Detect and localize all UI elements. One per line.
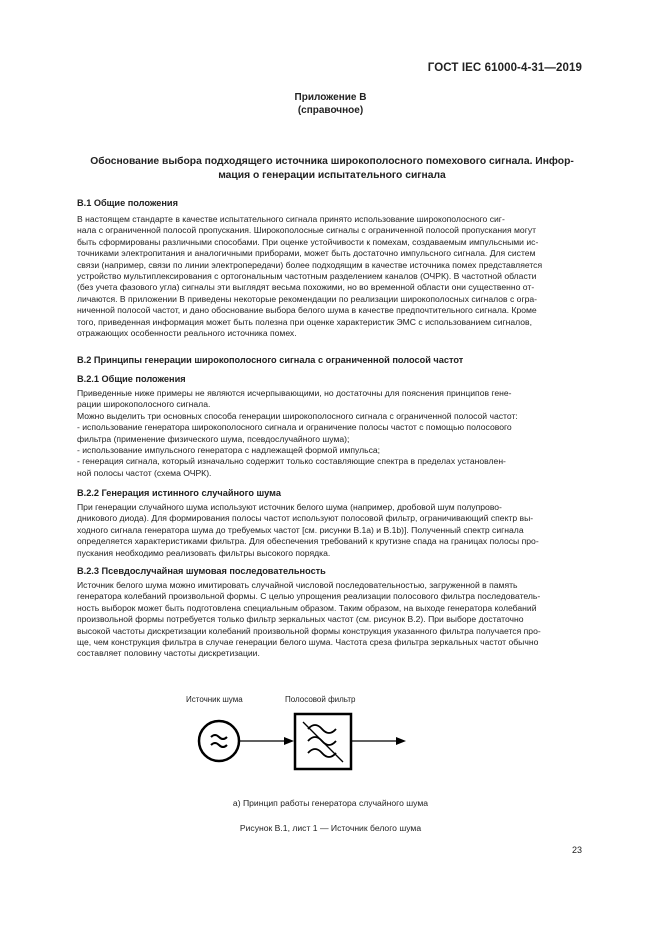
text-line: - генерация сигнала, который изначально содержит только составляющие спектра в пределах установлен- bbox=[77, 456, 506, 467]
text-line: ходного сигнала генератора шума до требуемых частот [см. рисунки В.1а) и В.1b)]. Полученный спектр сигнала bbox=[77, 524, 524, 535]
bandpass-filter-label: Полосовой фильтр bbox=[285, 695, 356, 704]
text-line: личаются. В приложении В приведены некоторые рекомендации по реализации широкополосных сигналов с огра- bbox=[77, 293, 538, 304]
text-line: устройство мультиплексирования с ортогональным частотным разделением каналов (ОЧРК). В частотной области bbox=[77, 271, 537, 282]
section-b21-body bbox=[77, 388, 584, 479]
section-b1-body bbox=[77, 214, 584, 339]
text-line: нала с ограниченной полосой пропускания. Широкополосные сигналы с ограниченной полосой пропускания могут bbox=[77, 225, 537, 236]
section-heading-b22: В.2.2 Генерация истинного случайного шума bbox=[77, 488, 281, 498]
annex-title: Приложение В bbox=[294, 92, 367, 103]
text-line: ной полосы частот (схема ОЧРК). bbox=[77, 467, 212, 478]
figure-caption: Рисунок В.1, лист 1 — Источник белого шума bbox=[239, 823, 422, 833]
section-heading-b23: В.2.3 Псевдослучайная шумовая последовательность bbox=[77, 566, 326, 576]
section-heading-b21: В.2.1 Общие положения bbox=[77, 374, 186, 384]
output-arrow bbox=[351, 737, 406, 745]
text-line: отражающих особенности реального источника помех. bbox=[77, 328, 297, 339]
text-line: высокой частоты дискретизации колебаний произвольной формы конструкция указанного фильтра получается про- bbox=[77, 625, 541, 636]
text-line: ще, чем конструкция фильтра в случае генерации белого шума. Частота среза фильтра зеркальных частот обычно bbox=[77, 637, 539, 648]
text-line: (без учета фазового угла) сигналы эти выглядят весьма похожими, но во временной области они существенно от- bbox=[77, 282, 535, 293]
text-line: точниками электропитания и аналогичными приборами, может быть достаточно импульсного сигнала. Для систем bbox=[77, 248, 536, 259]
text-line: связи (например, связи по линии электропередачи) более подходящим в качестве источника помех представляется bbox=[77, 259, 543, 270]
text-line: генератора колебаний произвольной формы. С целью упрощения реализации полосового фильтра последователь- bbox=[77, 591, 541, 602]
text-line: - использование импульсного генератора с надлежащей формой импульса; bbox=[77, 445, 381, 456]
text-line: ность выборок может быть подготовлена специальным образом. Таким образом, на выходе генератора колебаний bbox=[77, 602, 537, 613]
section-heading-b2: В.2 Принципы генерации широкополосного сигнала с ограниченной полосой частот bbox=[77, 355, 464, 365]
text-line: Можно выделить три основных способа генерации широкополосного сигнала с ограниченной полосой частот: bbox=[77, 410, 518, 421]
text-line: рации широкополосного сигнала. bbox=[77, 399, 211, 410]
text-line: составляет половину частоты дискретизации. bbox=[77, 648, 260, 659]
noise-source-label: Источник шума bbox=[186, 695, 243, 704]
text-line: ниченной полосой частот, и дано обоснование выбора белого шума в качестве предпочтительного сигнала. Кроме bbox=[77, 305, 537, 316]
document-title-line: Обоснование выбора подходящего источника широкополосного помехового сигнала. Инфор- bbox=[90, 156, 574, 167]
text-line: пускания необходимо реализовать фильтры высокого порядка. bbox=[77, 547, 331, 558]
page-number: 23 bbox=[571, 845, 582, 855]
annex-subtitle: (справочное) bbox=[297, 105, 364, 116]
text-line: В настоящем стандарте в качестве испытательного сигнала принято использование широкополосного сиг- bbox=[77, 214, 505, 224]
section-b23-body bbox=[77, 580, 584, 660]
figure-subcaption: а) Принцип работы генератора случайного шума bbox=[232, 798, 429, 808]
text-line: - использование генератора широкополосного сигнала и ограничение полосы частот с помощью полосового bbox=[77, 422, 512, 433]
section-b22-body bbox=[77, 502, 584, 559]
block-diagram bbox=[180, 705, 420, 775]
text-line: дникового диода). Для формирования полосы частот используют полосовой фильтр, ограничивающий спектр вы- bbox=[77, 513, 534, 524]
text-line: При генерации случайного шума используют источник белого шума (например, дробовой шум полупрово- bbox=[77, 502, 502, 512]
document-header: ГОСТ IEC 61000-4-31—2019 bbox=[427, 62, 582, 74]
document-title bbox=[58, 155, 606, 183]
text-line: фильтра (применение физического шума, псевдослучайного шума); bbox=[77, 433, 350, 444]
connection-arrow bbox=[239, 737, 294, 745]
text-line: произвольной формы потребуется только фильтр зеркальных частот (см. рисунок В.2). При выборе достаточно bbox=[77, 614, 524, 625]
bandpass-filter-symbol bbox=[295, 714, 351, 769]
text-line: определяется характеристиками фильтра. Для обеспечения требований к крутизне спада на границах полосы про- bbox=[77, 536, 539, 547]
section-heading-b1: В.1 Общие положения bbox=[77, 198, 178, 208]
noise-source-symbol bbox=[199, 721, 239, 761]
text-line: Источник белого шума можно имитировать случайной числовой последовательностью, загруженной в память bbox=[77, 580, 518, 590]
text-line: быть сформированы различными способами. При оценке устойчивости к помехам, создаваемым импульсными ис- bbox=[77, 236, 539, 247]
annex-heading bbox=[0, 91, 661, 117]
text-line: того, приведенная информация может быть полезна при оценке характеристик ЭМС с использованием сигналов, bbox=[77, 316, 532, 327]
document-title-line: мация о генерации испытательного сигнала bbox=[218, 170, 446, 181]
text-line: Приведенные ниже примеры не являются исчерпывающими, но достаточны для пояснения принципов гене- bbox=[77, 388, 512, 398]
